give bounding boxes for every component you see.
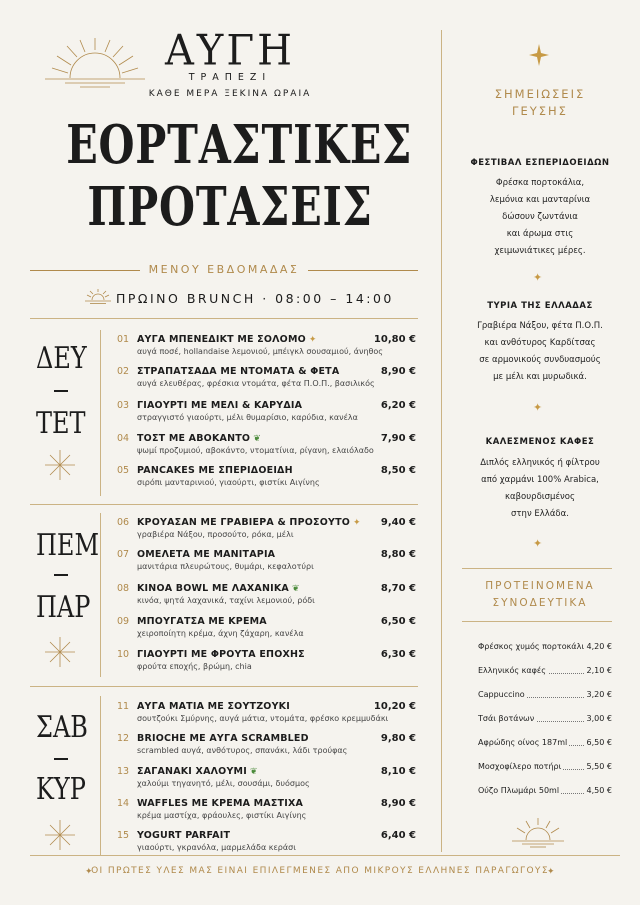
menu-item [117,701,420,731]
item-price: 8,50 € [380,465,416,476]
item-number: 06 [117,517,130,528]
item-name: ΤΟΣΤ ΜΕ ΑΒΟΚΑΝΤΟ ❦ [137,433,261,444]
beverage-row [478,714,612,726]
star-icon: ✦ [547,867,555,877]
item-description: χαλούμι τηγανητό, μέλι, σουσάμι, δυόσμος [137,779,310,788]
item-number: 08 [117,583,130,594]
day-label-sun: ΚΥΡ [36,772,86,807]
item-name: PANCAKES ΜΕ ΣΠΕΡΙΔΟΕΙΔΗ [137,465,293,476]
item-name: ΣΑΓΑΝΑΚΙ ΧΑΛΟΥΜΙ ❦ [137,766,258,777]
item-name: ΑΥΓΑ ΜΠΕΝΕΔΙΚΤ ΜΕ ΣΟΛΟΜΟ ✦ [137,334,317,345]
item-name: YOGURT PARFAIT [137,830,231,841]
brunch-hours-label: ΠΡΩΙΝΟ BRUNCH · 08:00 – 14:00 [116,291,394,306]
beverage-price: 5,50 € [586,762,612,771]
leaf-icon: ❦ [249,767,258,777]
item-number: 12 [117,733,130,744]
note-title: ΦΕΣΤΙΒΑΛ ΕΣΠΕΡΙΔΟΕΙΔΩΝ [470,158,610,168]
sidebar-heading-notes: ΣΗΜΕΙΩΣΕΙΣ ΓΕΥΣΗΣ [494,87,586,118]
leaf-icon: ❦ [253,434,261,444]
star-icon: ✦ [85,867,93,877]
item-name: ΓΙΑΟΥΡΤΙ ΜΕ ΜΕΛΙ & ΚΑΡΥΔΙΑ [137,400,303,411]
dash [54,390,68,392]
item-description: γιαούρτι, γκρανόλα, μαρμελάδα κεράσι [137,843,296,852]
item-price: 9,40 € [380,517,416,528]
beverage-name: Ούζο Πλωμάρι 50ml [478,786,560,795]
item-description: γραβιέρα Νάξου, προσούτο, ρόκα, μέλι [137,530,294,539]
menu-item [117,766,420,796]
star-icon: ✦ [533,537,543,550]
brand-subtitle: ΤΡΑΠΕΖΙ [188,72,272,83]
item-number: 13 [117,766,130,777]
day-label-fri: ΠΑΡ [36,590,91,625]
beverage-row [478,666,612,678]
note-text: Διπλός ελληνικός ή φίλτρου από χαρμάνι 100% Arabica, καβουρδισμένος στην Ελλάδα. [480,458,600,519]
menu-item [117,433,420,463]
beverage-price: 3,20 € [586,690,612,699]
beverage-name: Τσάι βοτάνων [478,714,535,723]
menu-label-row [30,260,418,280]
item-name: ΟΜΕΛΕΤΑ ΜΕ ΜΑΝΙΤΑΡΙΑ [137,549,276,560]
item-description: μανιτάρια πλευρώτους, θυμάρι, κεφαλοτύρι [137,562,314,571]
item-number: 03 [117,400,130,411]
beverage-price: 3,00 € [586,714,612,723]
sidebar-heading-pairings: ΠΡΟΤΕΙΝΟΜΕΝΑ ΣΥΝΟΔΕΥΤΙΚΑ [485,580,595,609]
beverage-name: Cappuccino [478,690,525,699]
star-icon: ✦ [533,271,543,284]
beverage-row [478,642,612,654]
footer-note: ΟΙ ΠΡΩΤΕΣ ΥΛΕΣ ΜΑΣ ΕΙΝΑΙ ΕΠΙΛΕΓΜΕΝΕΣ ΑΠΟ ΜΙΚΡΟΥΣ ΕΛΛΗΝΕΣ ΠΑΡΑΓΩΓΟΥΣ [91,866,549,876]
brand-block [30,26,430,99]
beverage-row [478,690,612,702]
divider [462,621,612,622]
item-price: 10,80 € [373,334,416,345]
divider [462,568,612,569]
item-price: 7,90 € [380,433,416,444]
sunrise-icon [510,818,566,848]
item-name: ΓΙΑΟΥΡΤΙ ΜΕ ΦΡΟΥΤΑ ΕΠΟΧΗΣ [137,649,305,660]
dash [54,574,68,576]
item-price: 6,40 € [380,830,416,841]
page-title-line2: ΠΡΟΤΑΣΕΙΣ [87,176,373,238]
item-price: 8,90 € [380,366,416,377]
item-description: scrambled αυγά, ανθότυρος, σπανάκι, λάδι τρούφας [137,746,348,755]
menu-item [117,798,420,828]
beverage-name: Μοσχοφίλερο ποτήρι [478,762,562,771]
item-price: 8,10 € [380,766,416,777]
menu-item [117,517,420,547]
item-description: σουτζούκι Σμύρνης, αυγά μάτια, ντομάτα, φρέσκο κρεμμυδάκι [137,714,389,723]
item-name: ΚΡΟΥΑΣΑΝ ΜΕ ΓΡΑΒΙΕΡΑ & ΠΡΟΣΟΥΤΟ ✦ [137,517,361,528]
beverage-price: 4,50 € [586,786,612,795]
divider [100,330,101,496]
menu-item [117,366,420,396]
small-sun-icon [85,289,111,305]
item-name: ΚΙΝΟΑ BOWL ΜΕ ΛΑΧΑΝΙΚΑ ❦ [137,583,300,594]
item-number: 15 [117,830,130,841]
item-number: 02 [117,366,130,377]
beverage-row [478,762,612,774]
item-description: κινόα, ψητά λαχανικά, ταχίνι λεμονιού, ρόδι [137,596,315,605]
menu-item [117,465,420,495]
item-description: στραγγιστό γιαούρτι, μέλι θυμαρίσιο, καρύδια, κανέλα [137,413,358,422]
brand-logo: ΑΥΓΗ [165,26,295,76]
item-number: 05 [117,465,130,476]
divider [30,686,418,687]
sparkle-star-icon [529,44,549,66]
page-title-line1: ΕΟΡΤΑΣΤΙΚΕΣ [66,114,413,176]
item-number: 09 [117,616,130,627]
item-price: 8,80 € [380,549,416,560]
menu-item [117,400,420,430]
item-description: φρούτα εποχής, βρώμη, chia [137,662,252,671]
menu-item [117,549,420,579]
item-description: ψωμί προζυμιού, αβοκάντο, ντοματίνια, ρίγανη, ελαιόλαδο [137,446,374,455]
beverage-row [478,738,612,750]
item-description: χειροποίητη κρέμα, άχνη ζάχαρη, κανέλα [137,629,304,638]
star-icon: ✦ [533,401,543,414]
beverage-name: Ελληνικός καφές [478,666,546,675]
dash [54,758,68,760]
burst-star-icon [45,450,75,480]
note-text: Γραβιέρα Νάξου, φέτα Π.Ο.Π. και ανθότυρος Καρδίτσας σε αρμονικούς συνδυασμούς με μέλι και μυρωδικά. [477,321,603,382]
leaf-icon: ❦ [291,584,300,594]
note-text: Φρέσκα πορτοκάλια, λεμόνια και μανταρίνια δώσουν ζωντάνια και άρωμα στις χειμωνιάτικες μέρες. [489,178,591,256]
day-label-mon: ΔΕΥ [36,341,87,376]
item-price: 9,80 € [380,733,416,744]
item-name: WAFFLES ΜΕ ΚΡΕΜΑ ΜΑΣΤΙΧΑ [137,798,304,809]
divider [100,513,101,677]
item-description: αυγά ελευθέρας, φρέσκια ντομάτα, φέτα Π.Ο.Π., βασιλικός [137,379,375,388]
burst-star-icon [45,637,75,667]
spark-icon: ✦ [353,518,361,528]
item-number: 11 [117,701,130,712]
item-price: 6,30 € [380,649,416,660]
item-number: 04 [117,433,130,444]
spark-icon: ✦ [308,335,317,345]
divider [30,504,418,505]
item-price: 10,20 € [373,701,416,712]
menu-item [117,649,420,679]
divider [30,318,418,319]
menu-item [117,583,420,613]
note-title: ΚΑΛΕΣΜΕΝΟΣ ΚΑΦΕΣ [485,437,595,447]
day-label-wed: ΤΕΤ [36,406,86,441]
item-number: 01 [117,334,130,345]
menu-item [117,334,420,364]
burst-star-icon [45,820,75,850]
item-number: 14 [117,798,130,809]
item-description: αυγά ποσέ, hollandaise λεμονιού, μπέιγκλ σουσαμιού, άνηθος [137,347,383,356]
item-number: 10 [117,649,130,660]
divider [30,855,620,856]
item-price: 8,90 € [380,798,416,809]
item-description: κρέμα μαστίχα, φράουλες, φιστίκι Αιγίνης [137,811,307,820]
item-price: 6,20 € [380,400,416,411]
menu-item [117,733,420,763]
beverage-price: 2,10 € [586,666,612,675]
brand-slogan: ΚΑΘΕ ΜΕΡΑ ΞΕΚΙΝΑ ΩΡΑΙΑ [148,89,312,99]
menu-label: ΜΕΝΟΥ ΕΒΔΟΜΑΔΑΣ [148,263,300,276]
divider [100,696,101,856]
item-name: ΜΠΟΥΓΑΤΣΑ ΜΕ ΚΡΕΜΑ [137,616,267,627]
beverage-price: 6,50 € [586,738,612,747]
item-price: 8,70 € [380,583,416,594]
item-name: BRIOCHE ΜΕ ΑΥΓΑ SCRAMBLED [137,733,309,744]
item-name: ΑΥΓΑ ΜΑΤΙΑ ΜΕ ΣΟΥΤΖΟΥΚΙ [137,701,290,712]
item-description: σιρόπι μανταρινιού, γιαούρτι, φιστίκι Αιγίνης [137,478,320,487]
note-title: ΤΥΡΙΑ ΤΗΣ ΕΛΛΑΔΑΣ [487,301,593,311]
sidebar-divider [441,30,442,852]
item-name: ΣΤΡΑΠΑΤΣΑΔΑ ΜΕ ΝΤΟΜΑΤΑ & ΦΕΤΑ [137,366,340,377]
item-number: 07 [117,549,130,560]
item-price: 6,50 € [380,616,416,627]
day-label-thu: ΠΕΜ [36,528,100,563]
day-label-sat: ΣΑΒ [36,710,88,745]
beverage-name: Αφρώδης οίνος 187ml [478,738,568,747]
beverage-price: 4,20 € [586,642,612,651]
menu-item [117,616,420,646]
beverage-name: Φρέσκος χυμός πορτοκάλι [478,642,585,651]
beverage-row [478,786,612,798]
